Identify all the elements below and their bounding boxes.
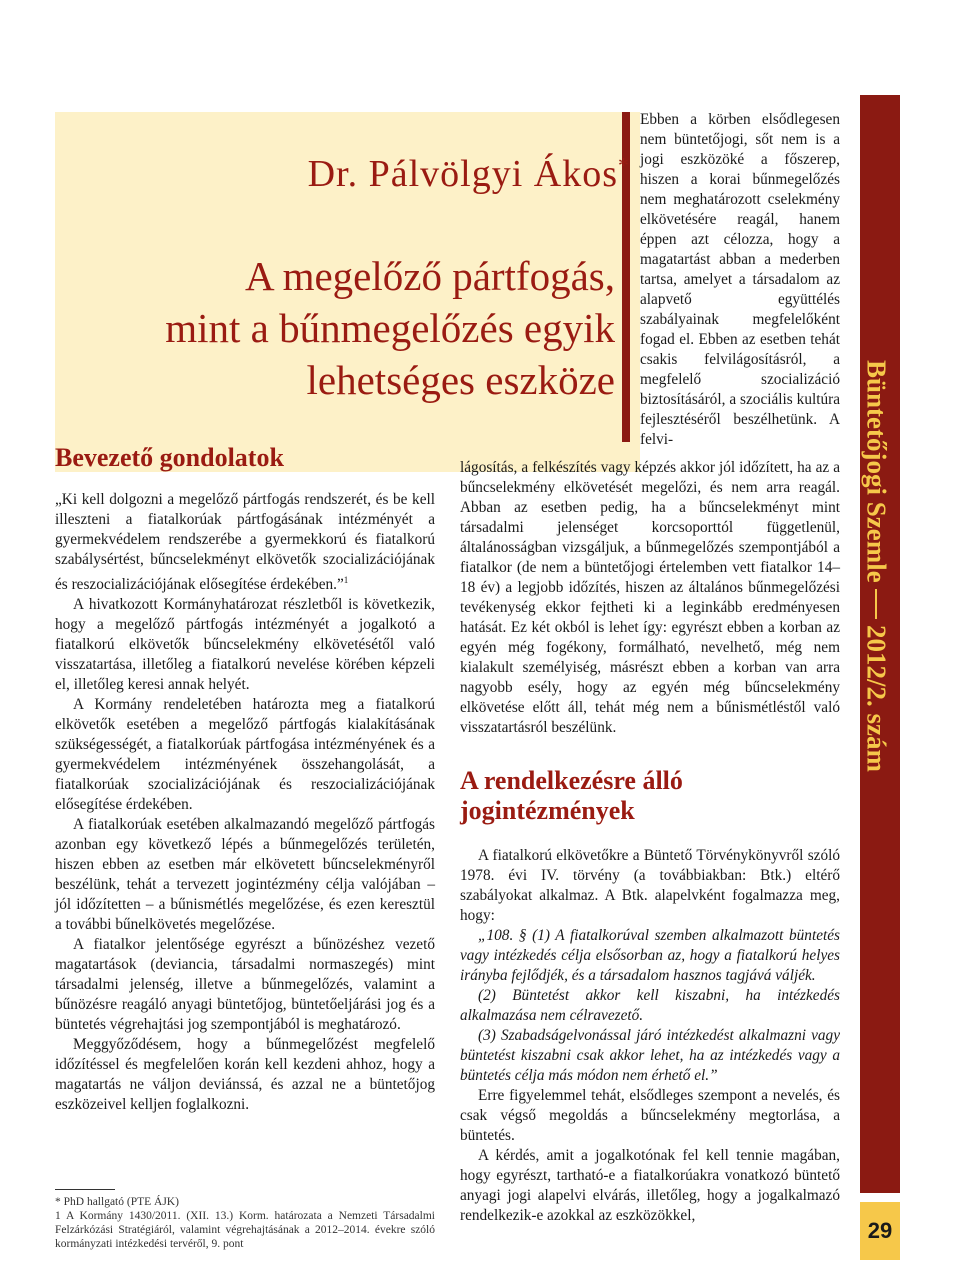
paragraph: A fiatalkorúak esetében alkalmazandó megelőző pártfogás azonban egy következő lépés a bűnmegelőzés területén, hiszen ebben az esetben már elkövetett bűncselekményről beszélünk, tehát a tervezett jogintézmény célja valójában – jól időzítetten – a bűnismétlés megelőzése, és ezen keresztül a további bűnelkövetés megelőzése. — [55, 816, 435, 934]
law-quote: „108. § (1) A fiatalkorúval szemben alkalmazott büntetés vagy intézkedés célja elsősorban az, hogy a fiatalkorú helyes irányba fejlődjék, és a társadalom hasznos tagjává váljék. — [460, 927, 840, 984]
paragraph: lágosítás, a felkészítés vagy képzés akkor jól időzített, ha az a bűncselekmény elkövetését megelőzi, és nem arra reagál. Abban az esetben pedig, ha a bűncselekményt mint társadalmi jelenséget korcsoporttól függetlenül, általánosságban vizsgáljuk, a bűnmegelőzés szempontjából a fiatalkor (de nem a büntetőjogi értelemben vett fiatalkor 14–18 év) a legjobb időzítés, hiszen az általános bűnmegelőzési tevékenység ekkor fejtheti ki a leginkább eredményesen hatását. Ez két okból is lehet így: egyrészt ebben a korban az egyén még fogékony, formálható, nevelhető, még nem kialakult személyiség, másrészt ebben a korban van arra nagyobb esély, hogy az egyén még bűncselekmény elkövetése előtt áll, tehát még nem a bűnismétléstől való visszatartásról beszélünk. — [460, 459, 840, 736]
paragraph: Ebben a körben elsődlegesen nem büntetőjogi, sőt nem is a jogi eszközöké a főszerep, hiszen a korai bűnmegelőzés nem meghatározott cselekmény elkövetésére reagál, hanem éppen azt célozza, hogy a magatartást abban a mederben tartsa, amelyet a társadalom az alapvető együttélés szabályainak megfelelőként fogad el. Ebben az esetben tehát csakis felvilágosításról, a megfelelő szocializáció biztosításáról, a szociális kultúra fejlesztéséről beszélhetünk. A felvi- — [640, 111, 840, 448]
author-name: Dr. Pálvölgyi Ákos* — [307, 152, 630, 195]
paragraph: Meggyőződésem, hogy a bűnmegelőzést megfelelő időzítéssel és megfelelően korán kell kezdeni ahhoz, hogy a magatartás ne váljon deviánssá, és azzal ne a büntetőjog eszközeivel kelljen foglalkozni. — [55, 1036, 435, 1114]
right-top-column — [640, 110, 840, 450]
section-heading-institutions: A rendelkezésre álló jogintézmények — [460, 766, 683, 825]
paragraph: Erre figyelemmel tehát, elsődleges szempont a nevelés, és csak végső megoldás a bűncselekmény megtorlása, a büntetés. — [460, 1087, 840, 1144]
law-quote: (2) Büntetést akkor kell kiszabni, ha intézkedés alkalmazása nem célravezető. — [460, 987, 840, 1024]
journal-name: Büntetőjogi Szemle — [861, 360, 892, 583]
page-number: 29 — [860, 1202, 900, 1260]
title-line: lehetséges eszköze — [306, 357, 615, 403]
title-line: mint a bűnmegelőzés egyik — [165, 305, 615, 351]
paragraph: A hivatkozott Kormányhatározat részletből is következik, hogy a megelőző pártfogás intézményét a jogalkotó a fiatalkorú elkövetők bűncselekmény elkövetésétől való visszatartása, illetőleg a fiatalkorú nevelése körében képzeli el, illetőleg keresi annak helyét. — [55, 596, 435, 694]
right-section2-column — [460, 846, 840, 1226]
journal-sidebar-text — [853, 360, 899, 780]
footnote-rule — [55, 1189, 115, 1190]
footnote: * PhD hallgató (PTE ÁJK) — [55, 1196, 179, 1208]
quote-paragraph: „Ki kell dolgozni a megelőző pártfogás rendszerét, és be kell illeszteni a fiatalkorúak pártfogásának intézményét a gyermekvédelem rendszerébe a gyermekkorú és fiatalkorú szabálysértést, bűncselekményt elkövetők szocializációjának és reszocializációjának elősegítése érdekében.”$^1$ — [55, 491, 435, 594]
section-heading-intro: Bevezető gondolatok — [55, 443, 284, 472]
footnote-ref: 1 — [343, 575, 349, 585]
article-title — [60, 250, 615, 406]
title-line: A megelőző pártfogás, — [244, 253, 615, 299]
author-footnote-mark: * — [618, 152, 630, 178]
footnotes — [55, 1195, 435, 1251]
right-continued-column — [460, 458, 840, 738]
left-column — [55, 490, 435, 1115]
law-quote: (3) Szabadságelvonással járó intézkedést alkalmazni vagy büntetést kiszabni csak akkor lehet, ha az intézkedés vagy a büntetés célja más módon nem érhető el.” — [460, 1027, 840, 1084]
paragraph: A Kormány rendeletében határozta meg a fiatalkorú elkövetők esetében a megelőző pártfogás kialakításának szükségességét, a fiatalkorúak pártfogása intézményének és a gyermekvédelem intézményének összehangolását, a fiatalkorúak szocializációjának és reszocializációjának elősegítése érdekében. — [55, 696, 435, 814]
footnote: 1 A Kormány 1430/2011. (XII. 13.) Korm. határozata a Nemzeti Társadalmi Felzárkózási Stratégiáról, valamint végrehajtásának a 2012–2014. évekre szóló kormányzati intézkedési tervéről, 9. pont — [55, 1210, 435, 1250]
paragraph: A fiatalkor jelentősége egyrészt a bűnözéshez vezető magatartások (deviancia, társadalmi normaszegés) mint társadalmi jelenség, illetve a bűnmegelőzés, valamint a bűnözésre reagáló anyagi büntetőjog, büntetőeljárási jog és a büntetés végrehajtási jog szempontjából is meghatározó. — [55, 936, 435, 1034]
paragraph: A fiatalkorú elkövetőkre a Büntető Törvénykönyvről szóló 1978. évi IV. törvény (a továbbiakban: Btk.) eltérő szabályokat alkalmaz. A Btk. alapelvként fogalmazza meg, hogy: — [460, 847, 840, 924]
sidebar-separator — [875, 589, 877, 619]
paragraph: A kérdés, amit a jogalkotónak fel kell tennie magában, hogy egyrészt, tartható-e a fiatalkorúakra vonatkozó büntető anyagi jogi alapelvi elvárás, illetőleg, hogy a jogalkalmazó rendelkezik-e azokkal az eszközökkel, — [460, 1147, 840, 1224]
journal-issue: 2012/2. szám — [861, 624, 892, 772]
